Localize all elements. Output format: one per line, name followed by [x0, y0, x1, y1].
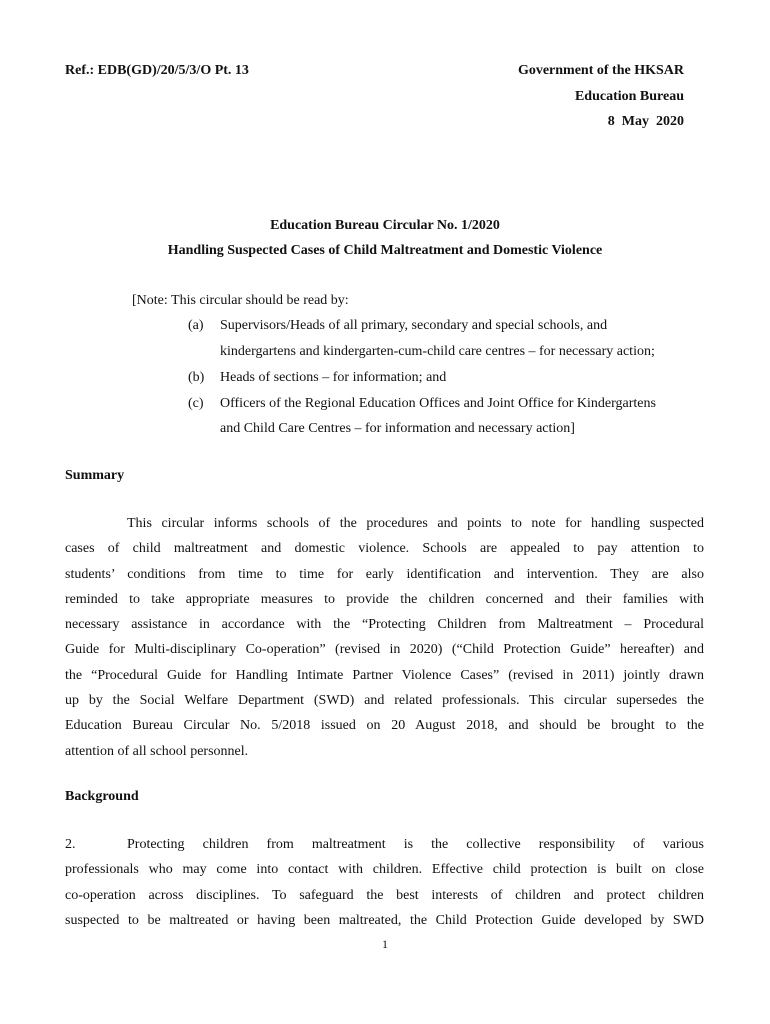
summary-line: Education Bureau Circular No. 5/2018 issued on 20 August 2018, and should be brought to the	[65, 718, 704, 734]
summary-line: the “Procedural Guide for Handling Intimate Partner Violence Cases” (revised in 2011) jointly drawn	[65, 667, 704, 683]
note-item-a-line-1: Supervisors/Heads of all primary, secondary and special schools, and	[220, 318, 608, 333]
note-intro: [Note: This circular should be read by:	[132, 293, 349, 308]
summary-line: up by the Social Welfare Department (SWD) and related professionals. This circular supersedes the	[65, 693, 704, 709]
note-item-a-line-2: kindergartens and kindergarten-cum-child care centres – for necessary action;	[220, 344, 655, 359]
note-item-label: (b)	[188, 370, 205, 385]
paragraph-number: 2.	[65, 837, 76, 852]
note-item-c-line-2: and Child Care Centres – for information and necessary action]	[220, 421, 575, 436]
note-item-b-line-1: Heads of sections – for information; and	[220, 370, 447, 385]
circular-date: 8 May 2020	[607, 114, 684, 129]
summary-line: cases of child maltreatment and domestic violence. Schools are appealed to pay attention to	[65, 541, 704, 557]
government-name: Government of the HKSAR	[517, 63, 684, 78]
note-item-c-line-1: Officers of the Regional Education Offices and Joint Office for Kindergartens	[220, 396, 656, 411]
summary-line: students’ conditions from time to time for early identification and intervention. They are also	[65, 566, 704, 582]
note-item-label: (c)	[188, 396, 204, 411]
background-paragraph	[65, 832, 704, 933]
note-item-label: (a)	[188, 318, 204, 333]
background-line: suspected to be maltreated or having been maltreated, the Child Protection Guide developed by SWD	[65, 912, 704, 928]
page-number: 1	[382, 937, 388, 951]
background-first-line	[65, 832, 704, 857]
summary-heading: Summary	[65, 468, 125, 483]
background-line: professionals who may come into contact with children. Effective child protection is built on close	[65, 862, 704, 878]
background-line: Protecting children from maltreatment is the collective responsibility of various	[127, 837, 704, 852]
reference-number: Ref.: EDB(GD)/20/5/3/O Pt. 13	[65, 63, 249, 78]
summary-line: This circular informs schools of the procedures and points to note for handling suspected	[127, 516, 704, 531]
summary-paragraph	[65, 511, 704, 764]
summary-line: necessary assistance in accordance with the “Protecting Children from Maltreatment – Procedural	[65, 617, 704, 633]
background-line: co-operation across disciplines. To safeguard the best interests of children and protect children	[65, 887, 704, 903]
circular-subject: Handling Suspected Cases of Child Maltreatment and Domestic Violence	[167, 243, 603, 258]
summary-line: Guide for Multi-disciplinary Co-operation” (revised in 2020) (“Child Protection Guide” hereafter) and	[65, 642, 704, 658]
bureau-name: Education Bureau	[574, 89, 684, 104]
circular-number: Education Bureau Circular No. 1/2020	[270, 218, 500, 233]
summary-line: reminded to take appropriate measures to provide the children concerned and their families with	[65, 591, 704, 607]
background-heading: Background	[65, 789, 139, 804]
summary-line: attention of all school personnel.	[65, 743, 249, 759]
